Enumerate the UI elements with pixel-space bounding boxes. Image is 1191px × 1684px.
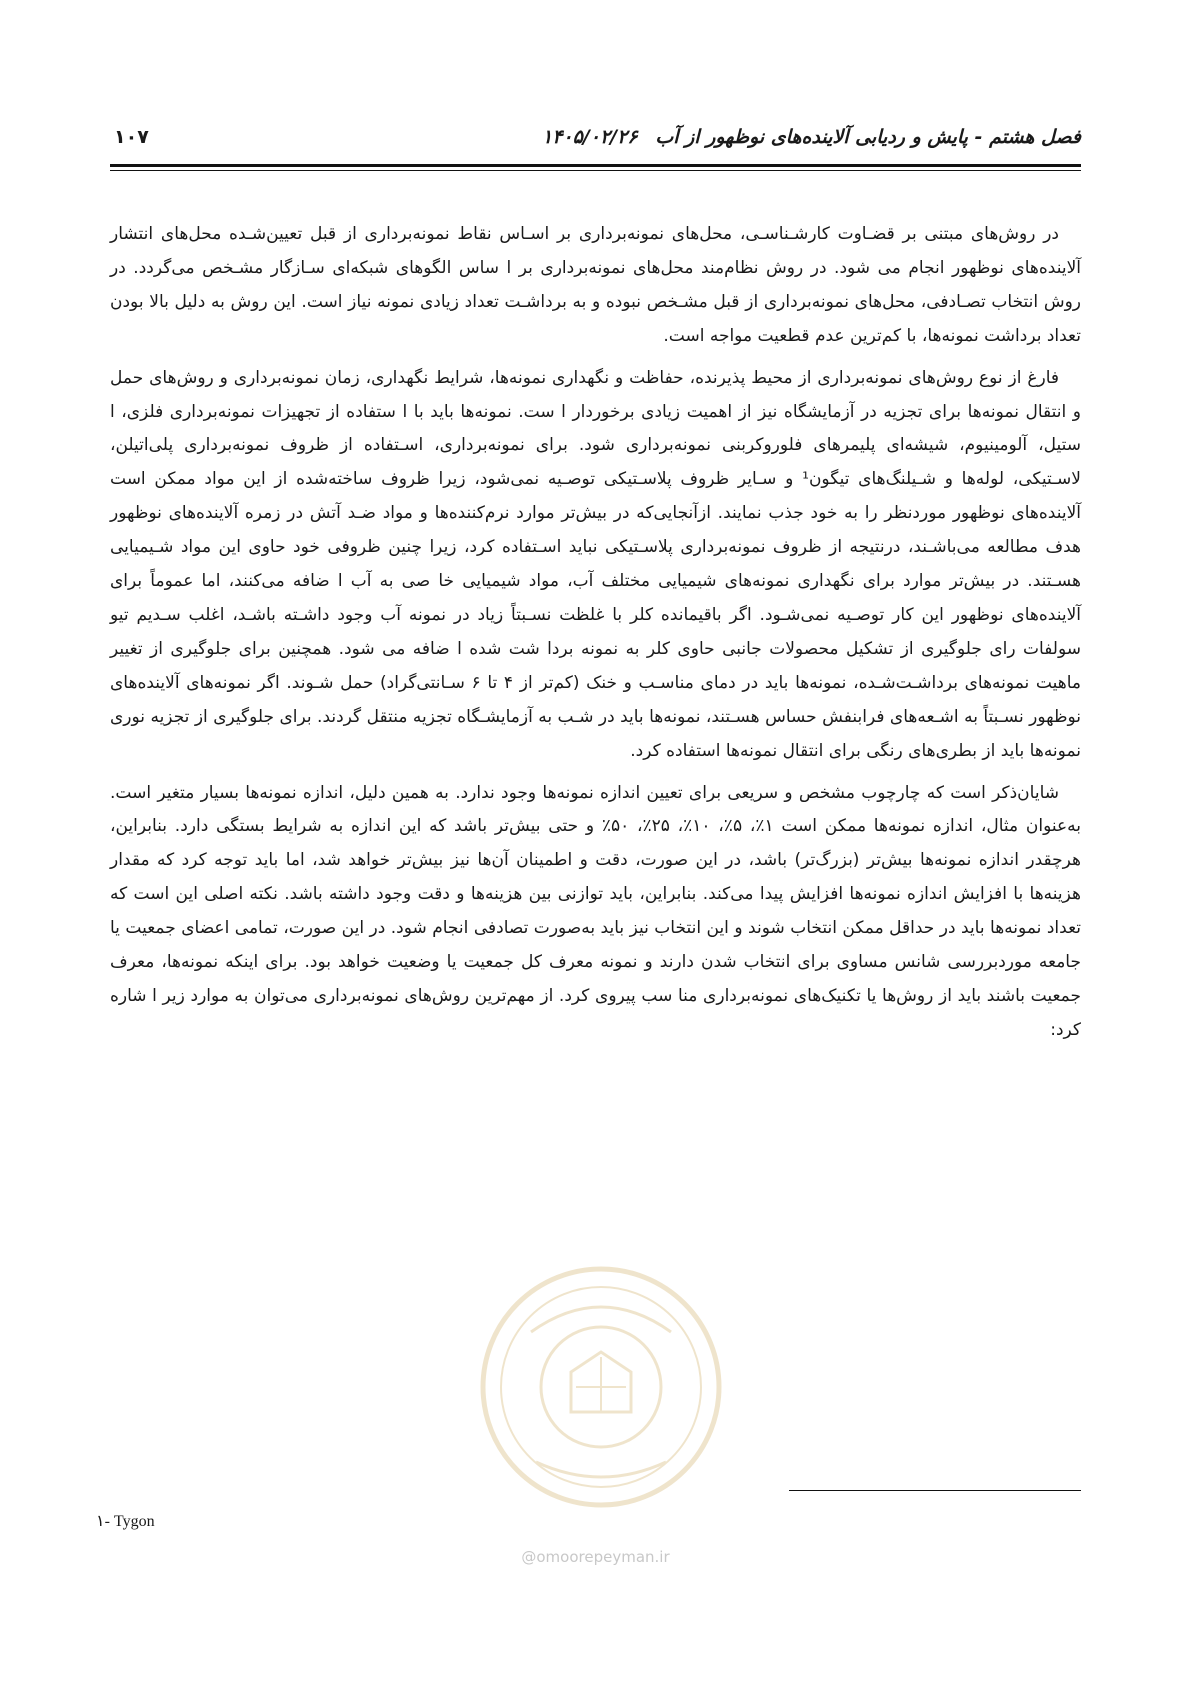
body-text <box>110 218 1081 1056</box>
header-rule <box>110 164 1081 167</box>
chapter-title: فصل هشتم - پایش و ردیابی آلاینده‌های نوظهور از آب <box>655 126 1081 148</box>
watermark-text: @omoorepeyman.ir <box>521 1548 670 1566</box>
paragraph-sampling-methods: در روش‌های مبتنی بر قضـاوت کارشـناسـی، محل‌های نمونه‌برداری بر اسـاس نقاط نمونه‌برداری از قبل تعیین‌شـده محل‌های انتشار آلاینده‌های نوظهور انجام می شود. در روش نظام‌مند محل‌های نمونه‌برداری بر ا ساس الگوهای شبکه‌ای سـازگار مشـخص می‌گردد. در روش انتخاب تصـادفی، محل‌های نمونه‌برداری از قبل مشـخص نبوده و به برداشـت تعداد زیادی نمونه نیاز است. این روش به دلیل بالا بودن تعداد برداشت نمونه‌ها، با کم‌ترین عدم قطعیت مواجه است. <box>110 224 1081 346</box>
footnote: ۱- Tygon <box>96 1513 155 1530</box>
page-header <box>110 126 1081 160</box>
paragraph-sample-preservation: فارغ از نوع روش‌های نمونه‌برداری از محیط پذیرنده، حفاظت و نگهداری نمونه‌ها، شرایط نگهداری، زمان نمونه‌برداری و روش‌های حمل و انتقال نمونه‌ها برای تجزیه در آزمایشگاه نیز از اهمیت زیادی برخوردار ا ست. نمونه‌ها باید با ا ستفاده از تجهیزات نمونه‌برداری فلزی، ا ستیل، آلومینیوم، شیشه‌ای پلیمرهای فلوروکربنی نمونه‌برداری شود. برای نمونه‌برداری، اسـتفاده از ظروف نمونه‌برداری پلی‌اتیلن، لاسـتیکی، لوله‌ها و شـیلنگ‌های تیگون¹ و سـایر ظروف پلاسـتیکی توصـیه نمی‌شود، زیرا ظروف ساخته‌شده از این مواد ممکن است آلاینده‌های نوظهور موردنظر را به خود جذب نمایند. ازآنجایی‌که در بیش‌تر موارد نرم‌کننده‌ها و مواد ضـد آتش در زمره آلاینده‌های نوظهور هدف مطالعه می‌باشـند، درنتیجه از ظروف نمونه‌برداری پلاسـتیکی نباید اسـتفاده کرد، زیرا چنین ظروفی خود حاوی این مواد شـیمیایی هسـتند. در بیش‌تر موارد برای نگهداری نمونه‌های شیمیایی مختلف آب، مواد شیمیایی خا صی به آب ا ضافه می‌کنند، اما عموماً برای آلاینده‌های نوظهور این کار توصـیه نمی‌شـود. اگر باقیمانده کلر با غلظت نسـبتاً زیاد در نمونه آب وجود داشـته باشـد، اغلب سـدیم تیو سولفات رای جلوگیری از تشکیل محصولات جانبی حاوی کلر به نمونه بردا شت شده ا ضافه می شود. همچنین برای جلوگیری از تغییر ماهیت نمونه‌های برداشـت‌شـده، نمونه‌ها باید در دمای مناسـب و خنک (کم‌تر از ۴ تا ۶ سـانتی‌گراد) حمل شـوند. اگر نمونه‌های آلاینده‌های نوظهور نسـبتاً به اشـعه‌های فرابنفش حساس هسـتند، نمونه‌ها باید در شـب به آزمایشـگاه تجزیه منتقل گردند. برای جلوگیری از تجزیه نوری نمونه‌ها باید از بطری‌های رنگی برای انتقال نمونه‌ها استفاده کرد. <box>110 367 1081 761</box>
header-rule-thin <box>110 170 1081 171</box>
footnote-rule <box>789 1490 1081 1491</box>
page-number: ۱۰۷ <box>114 126 149 148</box>
watermark-seal-icon <box>476 1262 726 1512</box>
paragraph-sample-size: شایان‌ذکر است که چارچوب مشخص و سریعی برای تعیین اندازه نمونه‌ها وجود ندارد. به همین دلیل، اندازه نمونه‌ها بسیار متغیر است. به‌عنوان مثال، اندازه نمونه‌ها ممکن است ۱٪، ۵٪، ۱۰٪، ۲۵٪، ۵۰٪ و حتی بیش‌تر باشد که این اندازه به شرایط بستگی دارد. بنابراین، هرچقدر اندازه نمونه‌ها بیش‌تر (بزرگ‌تر) باشد، در این صورت، دقت و اطمینان آن‌ها نیز بیش‌تر خواهد شد، اما باید توجه کرد که مقدار هزینه‌ها با افزایش اندازه نمونه‌ها افزایش پیدا می‌کند. بنابراین، باید توازنی بین هزینه‌ها و دقت وجود داشته باشد. نکته اصلی این است که تعداد نمونه‌ها باید در حداقل ممکن انتخاب شوند و این انتخاب نیز باید به‌صورت تصادفی انجام شود. در این صورت، تمامی اعضای جمعیت یا جامعه موردبررسی شانس مساوی برای انتخاب شدن دارند و نمونه معرف کل جمعیت یا وضعیت خواهد بود. برای اینکه نمونه‌ها، معرف جمعیت باشند باید از روش‌ها یا تکنیک‌های نمونه‌برداری منا سب پیروی کرد. از مهم‌ترین روش‌های نمونه‌برداری می‌توان به موارد زیر ا شاره کرد: <box>110 782 1082 1040</box>
header-date: ۱۴۰۵/۰۲/۲۶ <box>542 126 638 148</box>
